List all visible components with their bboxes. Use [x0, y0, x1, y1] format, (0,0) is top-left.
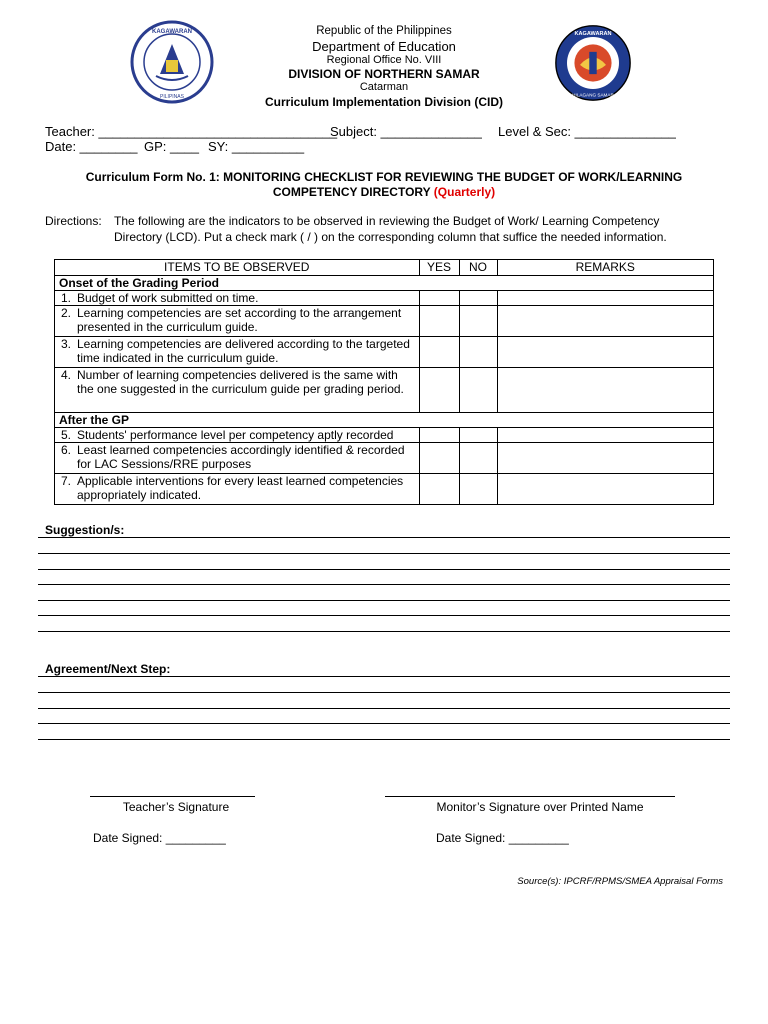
agreement-line[interactable] [38, 708, 730, 709]
sy-field[interactable]: SY: __________ [208, 139, 305, 154]
directions-line1: The following are the indicators to be observed in reviewing the Budget of Work/ Learning Competency [114, 214, 660, 228]
no-cell[interactable] [459, 368, 497, 413]
svg-text:PILIPINAS: PILIPINAS [160, 94, 184, 100]
directions-line2: Directory (LCD). Put a check mark ( / ) on the corresponding column that suffice the needed information. [114, 230, 667, 244]
teacher-field[interactable]: Teacher: _________________________________ [45, 124, 338, 139]
yes-cell[interactable] [419, 291, 459, 306]
table-row [55, 337, 714, 368]
table-row [55, 474, 714, 505]
remarks-cell[interactable] [497, 337, 714, 368]
remarks-cell[interactable] [497, 474, 714, 505]
col-header-items: ITEMS TO BE OBSERVED [55, 260, 420, 276]
suggestion-line[interactable] [38, 537, 730, 538]
header-department: Department of Education [312, 39, 456, 54]
yes-cell[interactable] [419, 443, 459, 474]
header-city: Catarman [359, 81, 409, 93]
item-text: Number of learning competencies delivered is the same with the one suggested in the curriculum guide per grading period. [75, 368, 419, 413]
svg-text:KAGAWARAN: KAGAWARAN [152, 29, 192, 35]
teacher-date-signed[interactable]: Date Signed: _________ [93, 831, 226, 845]
suggestion-line[interactable] [38, 553, 730, 554]
header-republic: Republic of the Philippines [316, 25, 452, 37]
item-number: 3. [55, 337, 76, 368]
item-number: 6. [55, 443, 76, 474]
header-region: Regional Office No. VIII [326, 54, 442, 66]
no-cell[interactable] [459, 443, 497, 474]
form-title-line1: Curriculum Form No. 1: MONITORING CHECKLIST FOR REVIEWING THE BUDGET OF WORK/LEARNING [85, 170, 683, 184]
header-division: DIVISION OF NORTHERN SAMAR [288, 67, 480, 81]
table-row [55, 368, 714, 413]
monitor-signature-line[interactable] [385, 796, 675, 797]
yes-cell[interactable] [419, 474, 459, 505]
item-number: 1. [55, 291, 76, 306]
table-row [55, 291, 714, 306]
monitor-date-signed[interactable]: Date Signed: _________ [436, 831, 569, 845]
no-cell[interactable] [459, 337, 497, 368]
col-header-no: NO [459, 260, 497, 276]
item-number: 7. [55, 474, 76, 505]
svg-text:HILAGANG SAMAR: HILAGANG SAMAR [572, 92, 614, 98]
agreement-label: Agreement/Next Step: [45, 662, 171, 676]
item-text: Learning competencies are delivered according to the targeted time indicated in the curriculum guide. [75, 337, 419, 368]
remarks-cell[interactable] [497, 368, 714, 413]
yes-cell[interactable] [419, 306, 459, 337]
agreement-line[interactable] [38, 723, 730, 724]
item-text: Budget of work submitted on time. [75, 291, 419, 306]
teacher-signature-line[interactable] [90, 796, 255, 797]
col-header-yes: YES [419, 260, 459, 276]
no-cell[interactable] [459, 474, 497, 505]
suggestion-line[interactable] [38, 600, 730, 601]
section-row-after [55, 413, 714, 428]
suggestion-line[interactable] [38, 631, 730, 632]
suggestion-line[interactable] [38, 569, 730, 570]
no-cell[interactable] [459, 291, 497, 306]
svg-text:KAGAWARAN: KAGAWARAN [574, 31, 612, 38]
table-row [55, 306, 714, 337]
yes-cell[interactable] [419, 428, 459, 443]
remarks-cell[interactable] [497, 443, 714, 474]
gp-field[interactable]: GP: ____ [144, 139, 199, 154]
section-after-label: After the GP [55, 413, 714, 428]
yes-cell[interactable] [419, 368, 459, 413]
checklist-table [54, 259, 714, 505]
monitor-signature-label: Monitor’s Signature over Printed Name [436, 800, 644, 814]
table-row [55, 428, 714, 443]
item-text: Least learned competencies accordingly identified & recorded for LAC Sessions/RRE purposes [75, 443, 419, 474]
item-number: 4. [55, 368, 76, 413]
form-title-competency: COMPETENCY DIRECTORY [272, 185, 431, 199]
source-note: Source(s): IPCRF/RPMS/SMEA Appraisal Forms [517, 876, 723, 887]
no-cell[interactable] [459, 428, 497, 443]
form-title-line2 [40, 185, 728, 199]
remarks-cell[interactable] [497, 291, 714, 306]
date-field[interactable]: Date: ________ [45, 139, 138, 154]
header-cid: Curriculum Implementation Division (CID) [264, 95, 504, 109]
remarks-cell[interactable] [497, 428, 714, 443]
item-number: 5. [55, 428, 76, 443]
item-text: Learning competencies are set according to the arrangement presented in the curriculum guide. [75, 306, 419, 337]
item-number: 2. [55, 306, 76, 337]
level-sec-field[interactable]: Level & Sec: ______________ [498, 124, 676, 139]
agreement-line[interactable] [38, 692, 730, 693]
section-onset-label: Onset of the Grading Period [55, 276, 714, 291]
no-cell[interactable] [459, 306, 497, 337]
form-title-quarterly: (Quarterly) [433, 185, 496, 199]
suggestion-line[interactable] [38, 615, 730, 616]
agreement-line[interactable] [38, 739, 730, 740]
subject-field[interactable]: Subject: ______________ [330, 124, 482, 139]
remarks-cell[interactable] [497, 306, 714, 337]
teacher-signature-label: Teacher’s Signature [122, 800, 230, 814]
directions-label: Directions: [45, 214, 102, 228]
table-header-row [55, 260, 714, 276]
suggestion-line[interactable] [38, 584, 730, 585]
agreement-line[interactable] [38, 676, 730, 677]
item-text: Applicable interventions for every least learned competencies appropriately indicated. [75, 474, 419, 505]
yes-cell[interactable] [419, 337, 459, 368]
section-row-onset [55, 276, 714, 291]
item-text: Students' performance level per competency aptly recorded [75, 428, 419, 443]
suggestions-label: Suggestion/s: [45, 523, 125, 537]
col-header-remarks: REMARKS [497, 260, 714, 276]
table-row [55, 443, 714, 474]
